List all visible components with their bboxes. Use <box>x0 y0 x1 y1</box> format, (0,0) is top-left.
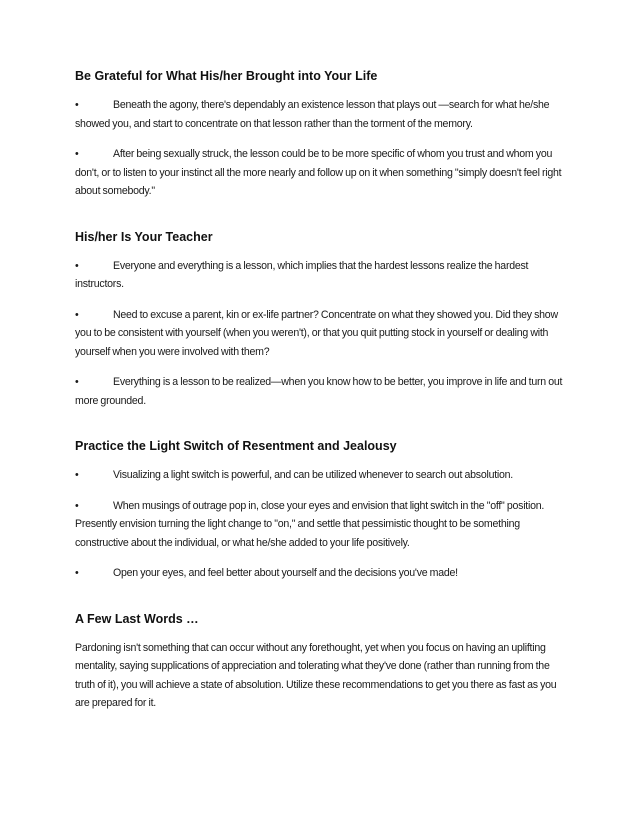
section-teacher <box>75 229 565 411</box>
bullet-item <box>75 497 565 553</box>
section-gap <box>75 422 565 438</box>
bullet-text: Visualizing a light switch is powerful, and can be utilized whenever to search out absolution. <box>113 469 513 481</box>
bullet-item <box>75 145 565 201</box>
closing-paragraph: Pardoning isn't something that can occur without any forethought, yet when you focus on having an uplifting mentality, saying supplications of appreciation and tolerating what they've done (rather than running from the truth of it), you will achieve a state of absolution. Utilize these recommendations to get you there as fast as you are prepared for it. <box>75 641 557 709</box>
section-light-switch <box>75 438 565 583</box>
bullet-item <box>75 466 565 485</box>
bullet-text: When musings of outrage pop in, close your eyes and envision that light switch in the "off" position. Presently envision turning the light change to "on," and settle that pessimistic thought to be something constructive about the individual, or what he/she added to your life positively. <box>75 499 545 549</box>
bullet-text: Everything is a lesson to be realized—when you know how to be better, you improve in life and turn out more grounded. <box>75 376 563 407</box>
section-gap <box>75 595 565 611</box>
bullet-item <box>75 96 565 133</box>
section-last-words <box>75 611 565 713</box>
section-grateful <box>75 68 565 201</box>
section-heading: Be Grateful for What His/her Brought into Your Life <box>75 69 378 83</box>
bullet-glyph: • <box>75 469 79 481</box>
bullet-glyph: • <box>75 499 79 512</box>
bullet-text: Beneath the agony, there's dependably an existence lesson that plays out —search for what he/she showed you, and start to concentrate on that lesson rather than the torment of the memory. <box>75 99 550 130</box>
section-heading: His/her Is Your Teacher <box>75 229 213 244</box>
bullet-item <box>75 564 565 583</box>
section-heading: A Few Last Words … <box>75 611 199 626</box>
bullet-item <box>75 257 565 294</box>
bullet-glyph: • <box>75 99 79 111</box>
bullet-text: Everyone and everything is a lesson, which implies that the hardest lessons realize the hardest instructors. <box>75 259 529 290</box>
bullet-text: After being sexually struck, the lesson could be to be more specific of whom you trust and whom you don't, or to listen to your instinct all the more nearly and follow up on it when something "simply doesn't feel right about somebody." <box>75 148 562 197</box>
section-gap <box>75 213 565 229</box>
bullet-text: Need to excuse a parent, kin or ex-life partner? Concentrate on what they showed you. Did they show you to be consistent with yourself (when you weren't), or that you quit putting stock in yourself or dealing with yourself when you were involved with them? <box>75 308 558 358</box>
bullet-text: Open your eyes, and feel better about yourself and the decisions you've made! <box>113 567 458 579</box>
bullet-glyph: • <box>75 376 79 388</box>
section-heading: Practice the Light Switch of Resentment and Jealousy <box>75 439 397 453</box>
bullet-glyph: • <box>75 259 79 272</box>
bullet-glyph: • <box>75 148 79 160</box>
bullet-item <box>75 373 565 410</box>
bullet-item <box>75 306 565 362</box>
bullet-glyph: • <box>75 567 79 579</box>
document-page <box>75 68 565 725</box>
bullet-glyph: • <box>75 308 79 321</box>
